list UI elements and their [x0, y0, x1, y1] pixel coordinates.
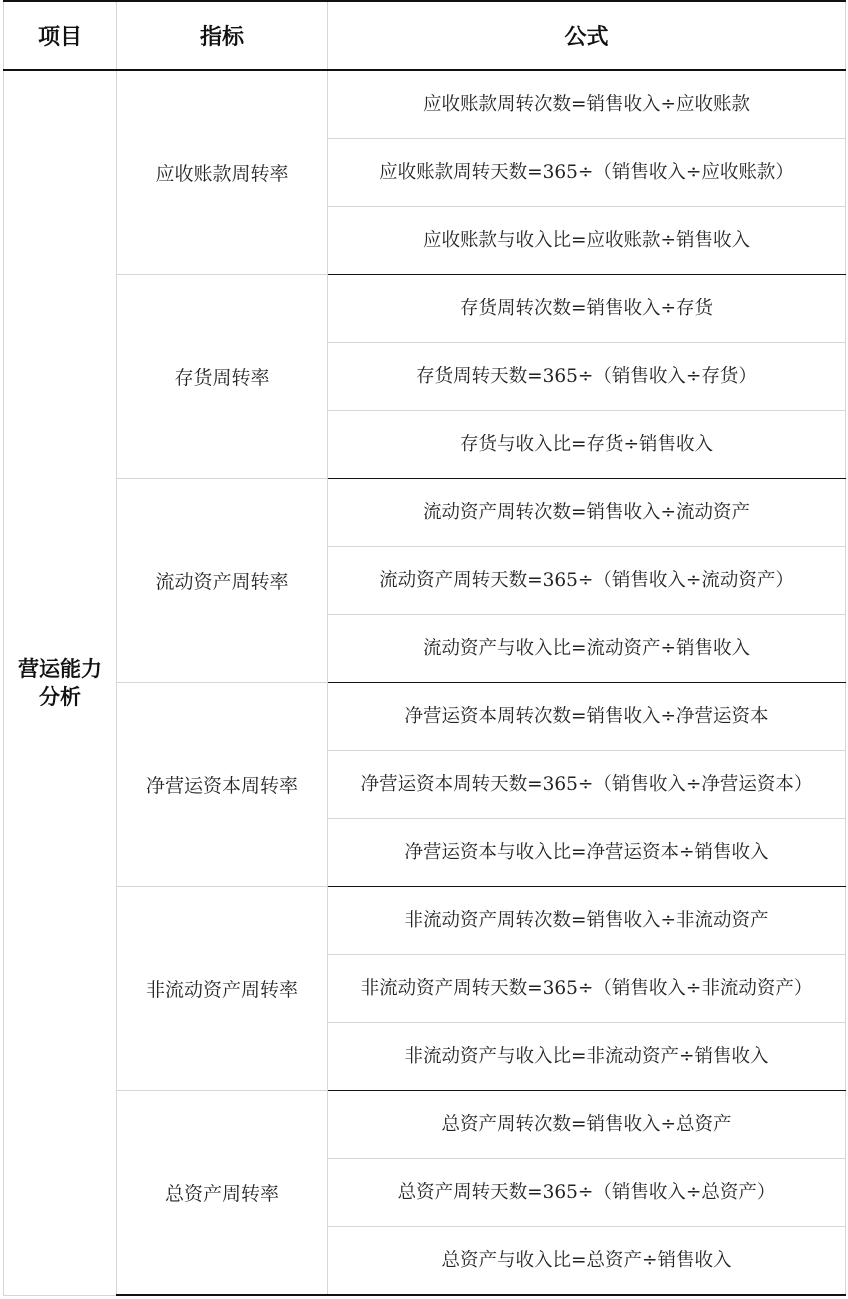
formula-text: 应收账款与收入比=应收账款÷销售收入	[422, 229, 750, 251]
formula-text: 应收账款周转天数=365÷（销售收入÷应收账款）	[379, 161, 794, 183]
formula-text: 总资产周转天数=365÷（销售收入÷总资产）	[397, 1181, 776, 1203]
table-row	[4, 683, 846, 751]
indicator-cell: 存货周转率	[117, 275, 328, 479]
formula-cell	[328, 207, 846, 275]
table-row	[4, 70, 846, 139]
formula-cell	[328, 70, 846, 139]
formula-cell	[328, 139, 846, 207]
indicator-cell: 应收账款周转率	[117, 70, 328, 275]
table-body	[4, 70, 846, 1295]
formula-cell	[328, 275, 846, 343]
indicator-cell: 总资产周转率	[117, 1091, 328, 1296]
category-cell: 营运能力分析	[4, 70, 117, 1295]
formula-text: 流动资产与收入比=流动资产÷销售收入	[422, 637, 750, 659]
indicator-cell: 流动资产周转率	[117, 479, 328, 683]
formula-text: 总资产周转次数=销售收入÷总资产	[441, 1113, 732, 1135]
formula-text: 总资产与收入比=总资产÷销售收入	[441, 1249, 732, 1271]
formula-cell	[328, 343, 846, 411]
formula-cell	[328, 411, 846, 479]
formula-cell	[328, 547, 846, 615]
formula-text: 非流动资产与收入比=非流动资产÷销售收入	[404, 1045, 769, 1067]
table-row	[4, 1091, 846, 1159]
table-row	[4, 275, 846, 343]
formula-text: 净营运资本与收入比=净营运资本÷销售收入	[404, 841, 769, 863]
formula-cell	[328, 1227, 846, 1296]
formula-cell	[328, 751, 846, 819]
formula-text: 流动资产周转天数=365÷（销售收入÷流动资产）	[379, 569, 794, 591]
formula-text: 存货与收入比=存货÷销售收入	[459, 433, 713, 455]
formula-cell	[328, 887, 846, 955]
header-formula: 公式	[328, 1, 846, 70]
formula-cell	[328, 819, 846, 887]
formula-cell	[328, 1159, 846, 1227]
formula-table	[3, 0, 846, 1296]
indicator-cell: 净营运资本周转率	[117, 683, 328, 887]
header-row	[4, 1, 846, 70]
header-project: 项目	[4, 1, 117, 70]
formula-cell	[328, 683, 846, 751]
formula-text: 存货周转次数=销售收入÷存货	[459, 297, 713, 319]
formula-cell	[328, 1023, 846, 1091]
formula-text: 非流动资产周转天数=365÷（销售收入÷非流动资产）	[360, 977, 813, 999]
formula-cell	[328, 1091, 846, 1159]
formula-text: 流动资产周转次数=销售收入÷流动资产	[422, 501, 750, 523]
formula-text: 存货周转天数=365÷（销售收入÷存货）	[416, 365, 757, 387]
formula-text: 净营运资本周转次数=销售收入÷净营运资本	[404, 705, 769, 727]
formula-cell	[328, 955, 846, 1023]
formula-cell	[328, 615, 846, 683]
table-row	[4, 887, 846, 955]
header-indicator: 指标	[117, 1, 328, 70]
formula-text: 应收账款周转次数=销售收入÷应收账款	[422, 93, 750, 115]
table-row	[4, 479, 846, 547]
indicator-cell: 非流动资产周转率	[117, 887, 328, 1091]
formula-text: 净营运资本周转天数=365÷（销售收入÷净营运资本）	[360, 773, 813, 795]
formula-text: 非流动资产周转次数=销售收入÷非流动资产	[404, 909, 769, 931]
formula-cell	[328, 479, 846, 547]
